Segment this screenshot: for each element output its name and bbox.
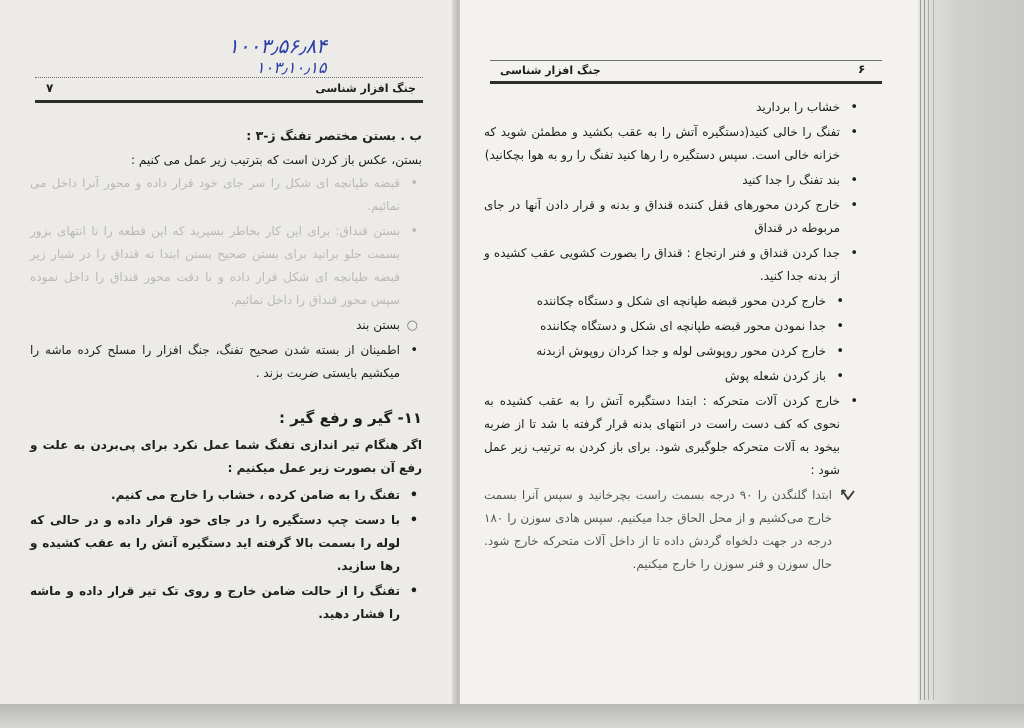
check-arrow-icon bbox=[840, 487, 856, 503]
bullet-icon: • bbox=[836, 319, 844, 334]
list-item-text: تفنگ را خالی کنید(دستگیره آتش را به عقب بکشید و مطمئن شوید که خزانه خالی است. سپس دستگیره را رها کنید تفنگ را رو به هوا بچکانید) bbox=[484, 125, 840, 162]
section-b-title: ب . بستن مختصر تفنگ ژ-۳ : bbox=[246, 128, 422, 143]
list-item-text: تفنگ را به ضامن کرده ، خشاب را خارج می کنیم. bbox=[111, 488, 400, 502]
section-b-intro: بستن، عکس باز کردن است که بترتیب زیر عمل می کنیم : bbox=[131, 153, 422, 167]
bullet-icon: • bbox=[836, 344, 844, 359]
list-item bbox=[30, 580, 422, 626]
left-page bbox=[0, 0, 458, 710]
list-item bbox=[484, 121, 862, 167]
handwritten-note-line2: ۱۰۳٫۱۰٫۱۵ bbox=[256, 58, 327, 77]
bullet-icon: • bbox=[836, 369, 844, 384]
right-page-content bbox=[484, 96, 862, 576]
hollow-bullet-icon: ○ bbox=[406, 318, 418, 333]
page-edge-line bbox=[920, 0, 921, 700]
list-item bbox=[484, 340, 862, 363]
bullet-icon: • bbox=[409, 584, 418, 599]
page-number: ۶ bbox=[858, 62, 866, 76]
bullet-icon: • bbox=[850, 100, 858, 115]
list-item bbox=[484, 96, 862, 119]
list-item bbox=[484, 390, 862, 482]
page-edge-line bbox=[933, 0, 934, 700]
bullet-icon: • bbox=[836, 294, 844, 309]
bullet-icon: • bbox=[850, 198, 858, 213]
bullet-icon: • bbox=[850, 246, 858, 261]
list-item bbox=[30, 339, 422, 385]
page-edges bbox=[918, 0, 1024, 728]
sub-list-item bbox=[484, 484, 862, 576]
list-item bbox=[484, 315, 862, 338]
bullet-icon: • bbox=[409, 488, 418, 503]
header-rule-thin bbox=[490, 60, 882, 61]
left-page-content bbox=[30, 124, 422, 628]
list-item bbox=[30, 172, 422, 218]
list-item-text: بستن بند bbox=[356, 318, 400, 332]
list-item-text: خارج کردن محور روپوشی لوله و جدا کردان روپوش ازبدنه bbox=[536, 344, 826, 358]
bullet-icon: • bbox=[409, 513, 418, 528]
list-item bbox=[30, 314, 422, 337]
page-number: ۷ bbox=[46, 81, 54, 95]
list-item-text: خارج کردن محور قبضه طپانچه ای شکل و دستگاه چکاننده bbox=[536, 294, 826, 308]
list-item-text: اطمینان از بسته شدن صحیح تفنگ، جنگ افزار را مسلح کرده ماشه را میکشیم بایستی ضربت بزند . bbox=[30, 343, 400, 380]
list-item bbox=[484, 290, 862, 313]
list-item-text: قبضه طپانچه ای شکل را سر جای خود قرار داده و محور آنرا داخل می نمائیم. bbox=[30, 176, 400, 213]
bullet-icon: • bbox=[410, 224, 418, 239]
header-rule-thick bbox=[35, 100, 423, 103]
header-rule-thin bbox=[35, 77, 423, 78]
bullet-icon: • bbox=[850, 125, 858, 140]
section-11-intro: اگر هنگام تیر اندازی تفنگ شما عمل نکرد برای پی‌بردن به علت و رفع آن بصورت زیر عمل میکنیم : bbox=[30, 438, 422, 475]
bullet-icon: • bbox=[850, 394, 858, 409]
list-item bbox=[30, 509, 422, 578]
list-item bbox=[30, 220, 422, 312]
list-item bbox=[484, 365, 862, 388]
list-item-text: بند تفنگ را جدا کنید bbox=[742, 173, 840, 187]
list-item bbox=[30, 484, 422, 507]
scan-bottom-shadow bbox=[0, 704, 1024, 728]
page-header-title: جنگ افزار شناسی bbox=[500, 64, 601, 77]
list-item bbox=[484, 242, 862, 288]
sub-list-item-text: ابتدا گلنگدن را ۹۰ درجه بسمت راست بچرخانید و سپس آنرا بسمت خارج می‌کشیم و از محل الحاق جدا میکنیم. سپس هادی سوزن را ۱۸۰ درجه در جهت دلخواه گردش داده تا از داخل آلات متحرکه خارج شود. حال سوزن و فنر سوزن را خارج میکنیم. bbox=[484, 488, 833, 571]
list-item-text: جدا کردن قنداق و فنر ارتجاع : قنداق را بصورت کشویی عقب کشیده و از بدنه جدا کنید. bbox=[484, 246, 840, 283]
bullet-icon: • bbox=[410, 343, 418, 358]
list-item-text: خارج کردن آلات متحرکه : ابتدا دستگیره آتش را به عقب کشیده به نحوی که کف دست راست در انتهای بدنه قرار گرفته با شد تا از ضربه بیخود به آلات متحرکه جلوگیری شود. برای باز کردن به ترتیب زیر عمل شود : bbox=[484, 394, 840, 477]
bullet-icon: • bbox=[850, 173, 858, 188]
list-item-text: خارج کردن محورهای قفل کننده قنداق و بدنه و قرار دادن آنها در جای مربوطه در قنداق bbox=[484, 198, 840, 235]
list-item-text: بستن قنداق: برای این کار بخاطر بسپرید که این قطعه را تا انتهای بزور بسمت جلو برانید برای بستن صحیح بستن ابتدا ته قنداق را در شیار زیر قبضه طپانچه ای شکل قرار داده و با دقت محور قنداق را داخل نموده سپس محور قنداق را داخل نمائیم. bbox=[30, 224, 400, 307]
right-page bbox=[460, 0, 918, 706]
list-item-text: با دست چپ دستگیره را در جای خود قرار داده و در حالی که لوله را بسمت بالا گرفته اید دستگیره آتش را به عقب کشیده و رها سازید. bbox=[30, 513, 400, 573]
section-11-title: ۱۱- گیر و رفع گیر : bbox=[278, 409, 422, 427]
list-item bbox=[484, 194, 862, 240]
page-edge-line bbox=[924, 0, 925, 700]
list-item-text: جدا نمودن محور قبضه طپانچه ای شکل و دستگاه چکاننده bbox=[540, 319, 826, 333]
bullet-icon: • bbox=[410, 176, 418, 191]
handwritten-note-line1: ۱۰۰۳٫۵۶٫۸۴ bbox=[228, 34, 327, 58]
list-item-text: باز کردن شعله پوش bbox=[724, 369, 826, 383]
page-edge-line bbox=[928, 0, 929, 700]
page-header-title: جنگ افزار شناسی bbox=[315, 82, 416, 95]
list-item-text: تفنگ را از حالت ضامن خارج و روی تک تیر قرار داده و ماشه را فشار دهید. bbox=[30, 584, 400, 621]
header-rule-thick bbox=[490, 81, 882, 84]
list-item-text: خشاب را بردارید bbox=[756, 100, 840, 114]
list-item bbox=[484, 169, 862, 192]
